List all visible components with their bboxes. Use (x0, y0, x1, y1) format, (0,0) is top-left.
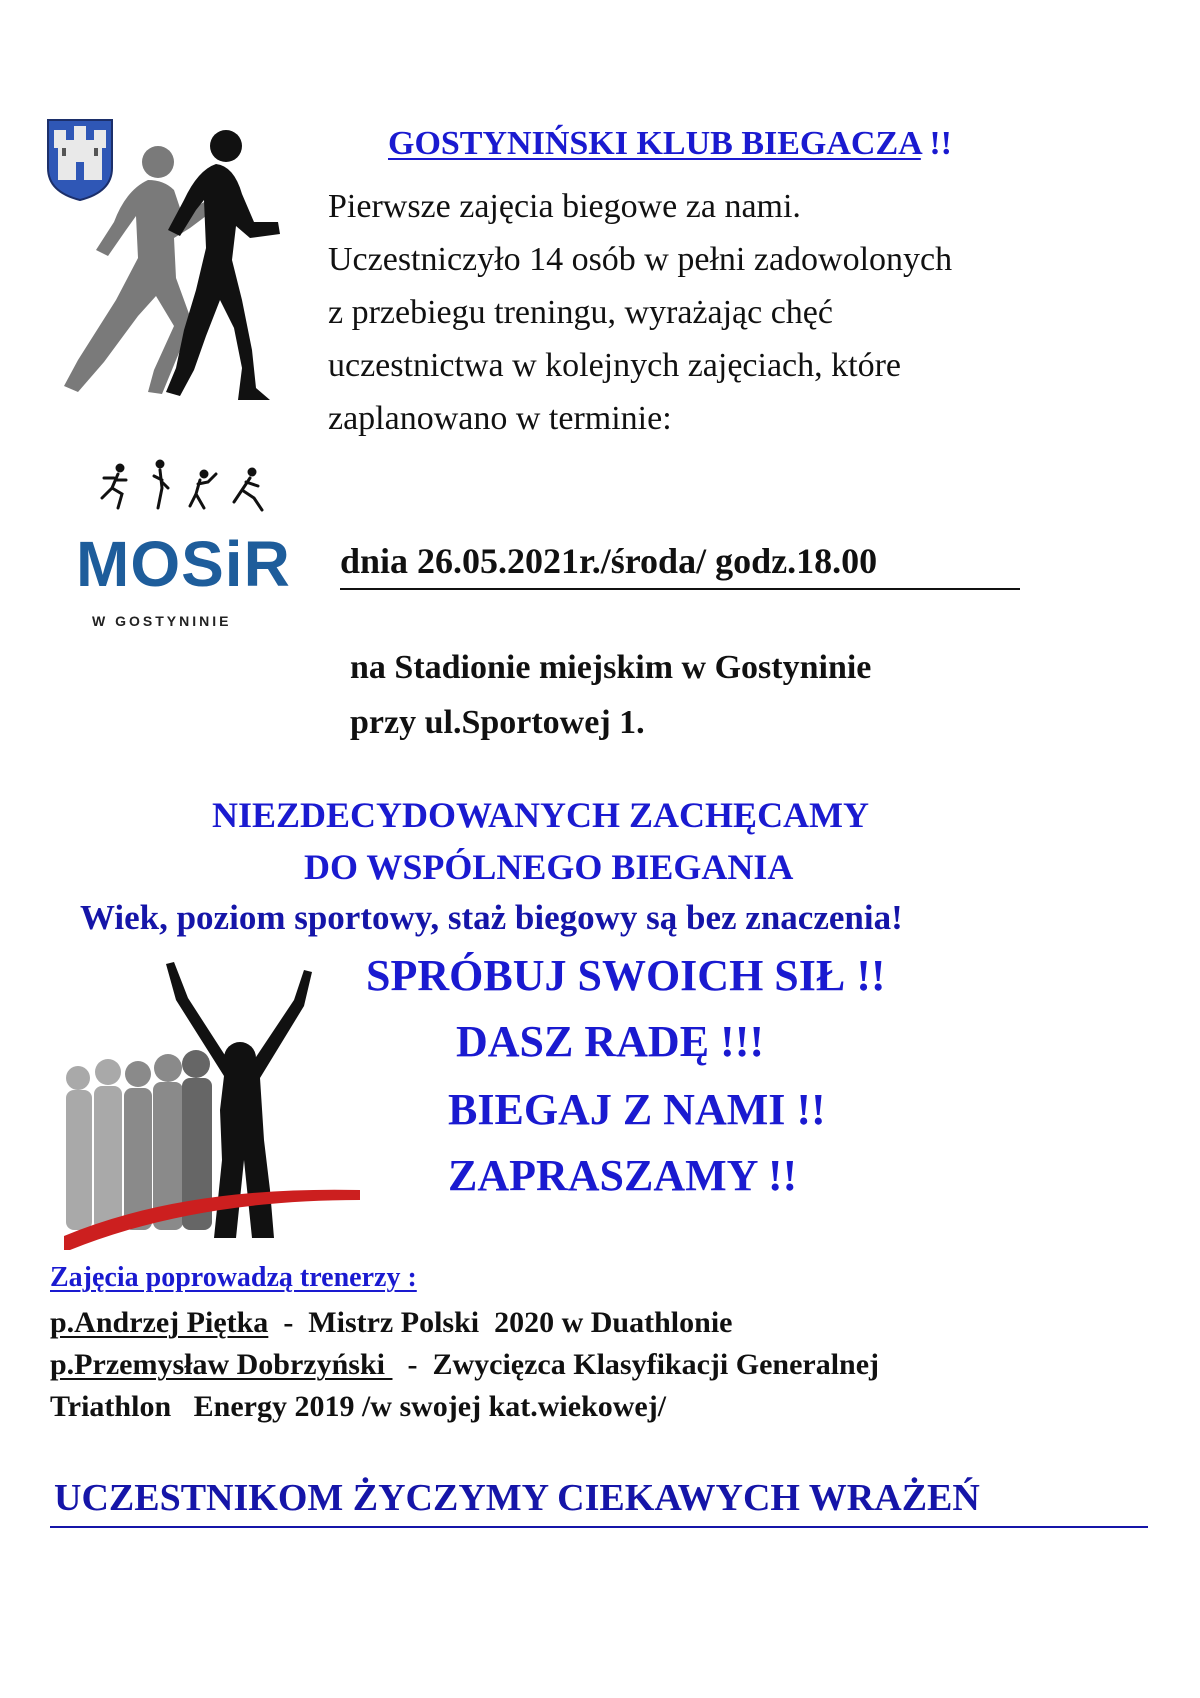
mosir-logo-word: MOSiR (76, 528, 291, 600)
mosir-logo-subtitle: W GOSTYNINIE (92, 613, 232, 629)
runners-silhouette-icon (56, 130, 306, 430)
event-venue (350, 640, 871, 750)
club-name: GOSTYNIŃSKI KLUB BIEGACZA (388, 125, 921, 162)
intro-line: uczestnictwa w kolejnych zajęciach, które (328, 347, 902, 384)
intro-paragraph (328, 180, 1168, 445)
coach-description: - Mistrz Polski 2020 w Duathlonie (268, 1306, 733, 1339)
page-title (388, 124, 952, 165)
intro-line: zaplanowano w terminie: (328, 400, 672, 437)
event-date: dnia 26.05.2021r./środa/ godz.18.00 (340, 541, 878, 581)
encouragement-line: DO WSPÓLNEGO BIEGANIA (304, 847, 794, 887)
coaches-heading: Zajęcia poprowadzą trenerzy : (50, 1262, 417, 1293)
closing-underline (50, 1526, 1148, 1528)
title-exclamation: !! (920, 125, 952, 162)
closing-wishes: UCZESTNIKOM ŻYCZYMY CIEKAWYCH WRAŻEŃ (54, 1477, 980, 1519)
coach-entry (50, 1348, 879, 1382)
intro-line: Uczestniczyło 14 osób w pełni zadowolonych (328, 241, 953, 278)
intro-line: Pierwsze zajęcia biegowe za nami. (328, 188, 801, 225)
venue-line: przy ul.Sportowej 1. (350, 704, 645, 741)
slogan-line: BIEGAJ Z NAMI !! (448, 1085, 826, 1134)
slogan-line: SPRÓBUJ SWOICH SIŁ !! (366, 951, 886, 1000)
date-underline (340, 588, 1020, 590)
venue-line: na Stadionie miejskim w Gostyninie (350, 649, 872, 686)
encouragement-subline: Wiek, poziom sportowy, staż biegowy są bez znaczenia! (80, 898, 903, 937)
coach-description-continued: Triathlon Energy 2019 /w swojej kat.wiekowej/ (50, 1390, 667, 1423)
sport-pictograms-icon (92, 458, 272, 520)
coach-description: - Zwycięzca Klasyfikacji Generalnej (392, 1348, 880, 1381)
coach-entry (50, 1306, 732, 1340)
slogan-line: DASZ RADĘ !!! (456, 1017, 764, 1066)
coach-name: p.Andrzej Piętka (50, 1306, 269, 1339)
encouragement-line: NIEZDECYDOWANYCH ZACHĘCAMY (212, 795, 870, 835)
finish-line-runners-icon (64, 960, 364, 1250)
slogan-line: ZAPRASZAMY !! (448, 1151, 798, 1200)
intro-line: z przebiegu treningu, wyrażając chęć (328, 294, 833, 331)
coach-name: p.Przemysław Dobrzyński (50, 1348, 393, 1381)
